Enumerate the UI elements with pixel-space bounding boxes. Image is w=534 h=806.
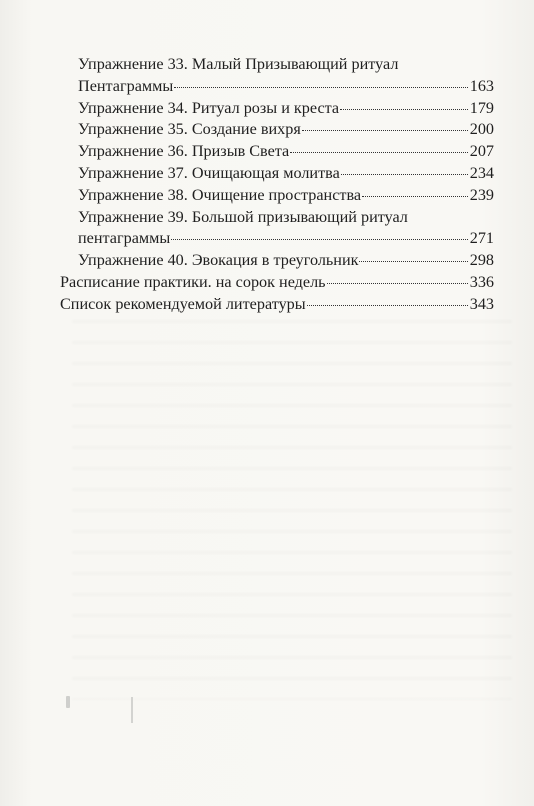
toc-entry	[60, 163, 494, 185]
toc-entry	[60, 207, 494, 251]
bleed-through-text	[72, 320, 512, 700]
toc-page-number: 163	[469, 76, 494, 95]
scan-mark	[131, 697, 133, 723]
dot-leader	[327, 283, 468, 284]
toc-page-number: 179	[469, 98, 494, 117]
toc-entry-title: Расписание практики. на сорок недель	[60, 272, 326, 291]
toc-page-number: 298	[469, 251, 494, 270]
toc-entry-title-cont: Пентаграммы	[78, 76, 174, 95]
toc-page-number: 271	[469, 229, 494, 248]
toc-page-number: 343	[469, 294, 494, 313]
dot-leader	[302, 130, 468, 131]
toc-entry	[60, 98, 494, 120]
toc-entry-title-cont: пентаграммы	[78, 229, 171, 248]
toc-entry-title: Упражнение 33. Малый Призывающий ритуал	[78, 55, 399, 73]
dot-leader	[174, 87, 467, 88]
toc-entry	[60, 250, 494, 272]
dot-leader	[359, 261, 467, 262]
dot-leader	[340, 109, 468, 110]
toc-entry-title: Упражнение 37. Очищающая молитва	[78, 163, 340, 182]
toc-entry-title: Упражнение 36. Призыв Света	[78, 142, 290, 161]
toc-entry	[60, 54, 494, 98]
toc-page-number: 200	[469, 120, 494, 139]
toc-entry-title: Список рекомендуемой литературы	[60, 294, 306, 313]
dot-leader	[362, 196, 468, 197]
toc-page-number: 207	[469, 142, 494, 161]
toc-page-number: 336	[469, 272, 494, 291]
toc-entry	[60, 272, 494, 294]
toc-entry-title: Упражнение 38. Очищение пространства	[78, 185, 362, 204]
toc-entry	[60, 141, 494, 163]
toc-entry-title: Упражнение 35. Создание вихря	[78, 120, 301, 139]
toc-page-number: 239	[469, 185, 494, 204]
toc-entry	[60, 294, 494, 316]
scan-mark	[66, 696, 70, 708]
toc-entry-title: Упражнение 40. Эвокация в треугольник	[78, 251, 359, 270]
toc-entry-title: Упражнение 39. Большой призывающий ритуал	[78, 207, 408, 226]
dot-leader	[290, 152, 467, 153]
toc-entry	[60, 185, 494, 207]
dot-leader	[307, 305, 468, 306]
dot-leader	[171, 239, 467, 240]
toc-entry	[60, 119, 494, 141]
dot-leader	[341, 174, 468, 175]
toc-entry-title: Упражнение 34. Ритуал розы и креста	[78, 98, 340, 117]
toc-page-number: 234	[469, 163, 494, 182]
table-of-contents	[60, 54, 494, 316]
